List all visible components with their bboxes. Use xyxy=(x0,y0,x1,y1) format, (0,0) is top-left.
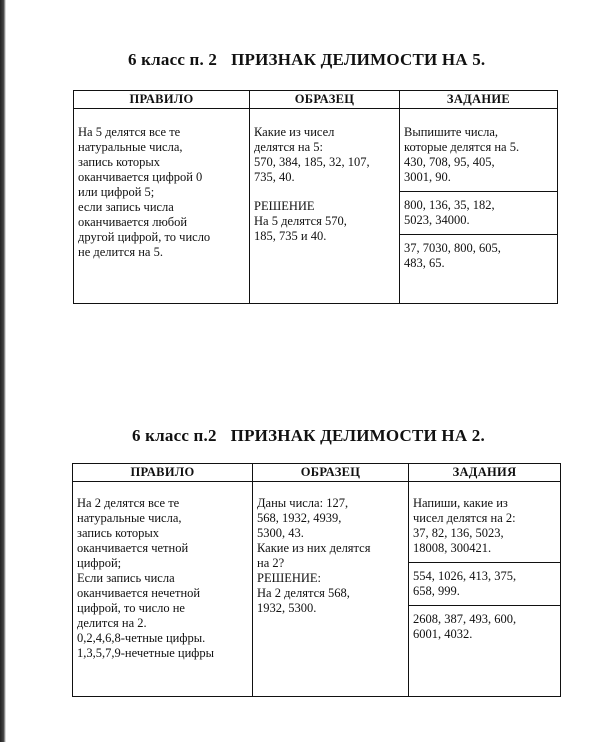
section1-table xyxy=(73,90,558,304)
section2-body-row xyxy=(73,482,561,697)
section2-task-cell xyxy=(409,482,561,697)
section1-rule-cell xyxy=(74,109,250,304)
section2-task-2: 554, 1026, 413, 375, 658, 999. xyxy=(413,569,517,598)
section1-solution-text: РЕШЕНИЕ На 5 делятся 570, 185, 735 и 40. xyxy=(254,199,347,243)
section1-header-row xyxy=(74,91,558,109)
section1-header-rule: ПРАВИЛО xyxy=(74,91,250,109)
section1-task-divider xyxy=(400,234,557,235)
section1-body-row xyxy=(74,109,558,304)
section1-topic: ПРИЗНАК ДЕЛИМОСТИ НА 5. xyxy=(231,50,486,69)
section2-task-divider xyxy=(409,605,560,606)
section2-rule-text: На 2 делятся все те натуральные числа, запись которых оканчивается четной цифрой; Если запись числа оканчивается нечетной цифрой, то число не делится на 2. 0,2,4,6,8-четные цифры. 1,3,5,7,9-нечетные цифры xyxy=(77,496,215,660)
section2-title xyxy=(132,426,485,446)
section1-task-1: Выпишите числа, которые делятся на 5. 430, 708, 95, 405, 3001, 90. xyxy=(404,125,520,184)
section1-task-divider xyxy=(400,191,557,192)
section2-grade: 6 класс п.2 xyxy=(132,426,217,445)
section2-example-cell xyxy=(253,482,409,697)
section1-header-example: ОБРАЗЕЦ xyxy=(250,91,400,109)
section1-task-3: 37, 7030, 800, 605, 483, 65. xyxy=(404,241,501,270)
section1-example-cell xyxy=(250,109,400,304)
section2-example-text: Даны числа: 127, 568, 1932, 4939, 5300, 43. Какие из них делятся на 2? РЕШЕНИЕ: На 2 делятся 568, 1932, 5300. xyxy=(257,496,371,615)
section2-task-divider xyxy=(409,562,560,563)
section2-table xyxy=(72,463,561,697)
section2-topic: ПРИЗНАК ДЕЛИМОСТИ НА 2. xyxy=(230,426,485,445)
section2-header-example: ОБРАЗЕЦ xyxy=(253,464,409,482)
section2-task-1: Напиши, какие из чисел делятся на 2: 37, 82, 136, 5023, 18008, 300421. xyxy=(413,496,516,555)
section1-task-2: 800, 136, 35, 182, 5023, 34000. xyxy=(404,198,495,227)
section1-rule-text: На 5 делятся все те натуральные числа, запись которых оканчивается цифрой 0 или цифрой 5; если запись числа оканчивается любой другой цифрой, то число не делится на 5. xyxy=(78,125,211,259)
section2-header-rule: ПРАВИЛО xyxy=(73,464,253,482)
scan-edge-shadow xyxy=(0,0,6,742)
section1-header-task: ЗАДАНИЕ xyxy=(400,91,558,109)
section1-grade: 6 класс п. 2 xyxy=(128,50,218,69)
section2-header-task: ЗАДАНИЯ xyxy=(409,464,561,482)
section1-title xyxy=(128,50,485,70)
section1-example-text: Какие из чисел делятся на 5: 570, 384, 185, 32, 107, 735, 40. xyxy=(254,125,370,184)
section2-rule-cell xyxy=(73,482,253,697)
section2-header-row xyxy=(73,464,561,482)
section2-task-3: 2608, 387, 493, 600, 6001, 4032. xyxy=(413,612,517,641)
section1-task-cell xyxy=(400,109,558,304)
